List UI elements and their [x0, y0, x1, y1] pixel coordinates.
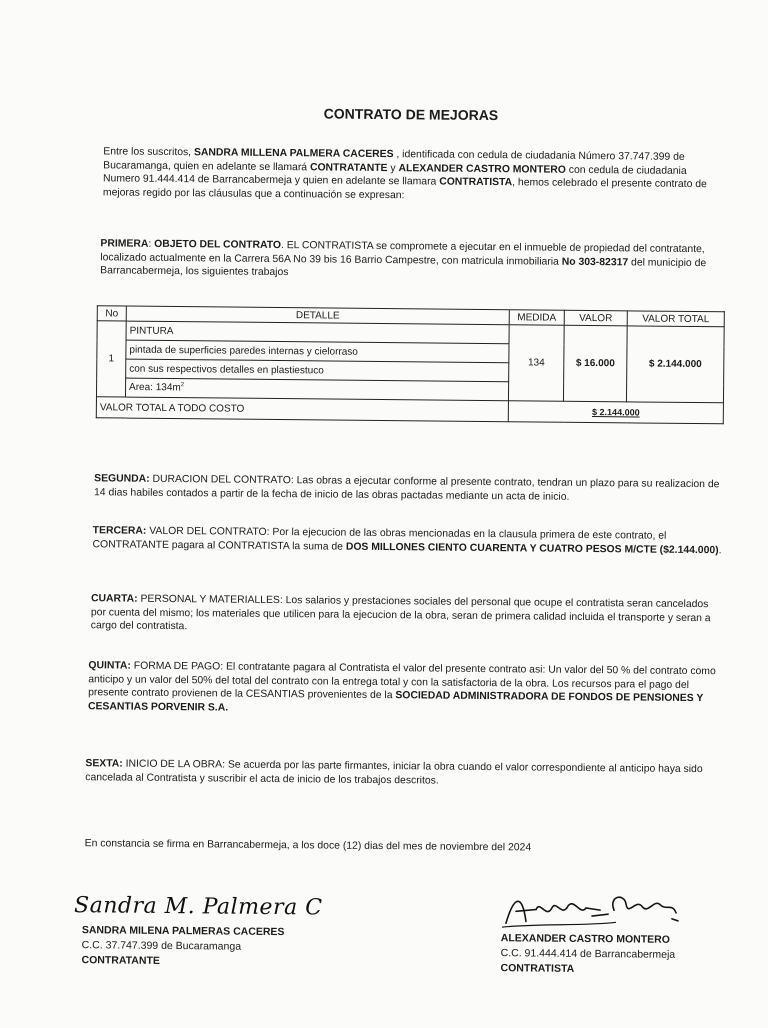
header-no: No: [97, 306, 126, 321]
clause-segunda: [94, 472, 724, 505]
row-valor-total: $ 2.144.000: [626, 326, 724, 403]
clause-tercera: [92, 524, 722, 557]
contratante-signature: Sandra M. Palmera C: [73, 893, 323, 921]
clause-text: FORMA DE PAGO: El contratante pagara al Contratista el valor del presente contrato asi: Un valor del 50 % del contrato como anticipo y un valor del 50% del total del contrato con la entrega total y con la satisfactoria de la obra. Los recursos para el pago del presente contrato provienen de la CESANTIAS provenientes de la: [88, 660, 716, 702]
clause-sexta: [85, 757, 719, 790]
clause-heading: CUARTA:: [90, 593, 138, 605]
clause-primera: [100, 237, 722, 283]
detail-item: PINTURA: [126, 321, 509, 344]
contratista-sign-role: CONTRATISTA: [500, 962, 575, 975]
clause-heading: QUINTA:: [88, 660, 131, 672]
area-value: : 134m: [150, 382, 181, 394]
row-number: 1: [96, 321, 126, 397]
clause-text: del municipio de Barrancabermeja, los siguientes trabajos: [100, 256, 707, 279]
clause-text: .: [718, 544, 722, 556]
clause-text: :: [148, 238, 155, 250]
contratante-name: SANDRA MILLENA PALMERA CACERES: [193, 147, 394, 161]
row-valor: $ 16.000: [563, 325, 627, 402]
clause-text: PERSONAL Y MATERIALLES: Los salarios y prestaciones sociales del personal que ocupe el contratista seran cancelados por cuenta del mismo; los materiales que utilicen para la ejecucion de la obra, seran de primera calidad incluida el transporte y seran a cargo del contratista.: [90, 593, 711, 633]
contratante-sign-name: SANDRA MILENA PALMERAS CACERES: [81, 924, 285, 939]
header-valor-total: VALOR TOTAL: [627, 311, 724, 327]
intro-paragraph: [103, 145, 723, 205]
clause-text: . EL CONTRATISTA se compromete a ejecutar en el inmueble de propiedad del contratante, localizado actualmente en la Carrera 56A No 39 bis 16 Barrio Campestre, con matricula inmobiliaria: [100, 240, 705, 268]
document-title: CONTRATO DE MEJORAS: [323, 105, 499, 124]
area-label: Area: [129, 382, 151, 394]
detail-item: pintada de superficies paredes internas y cielorraso: [126, 340, 509, 363]
total-value-cell: [508, 401, 723, 424]
clause-quinta: [88, 659, 720, 719]
header-detalle: DETALLE: [126, 306, 509, 325]
contratista-signature-block: [500, 931, 675, 978]
signing-statement: En constancia se firma en Barrancabermeja, a los doce (12) dias del mes de noviembre del 2024: [84, 838, 532, 854]
header-valor: VALOR: [564, 310, 627, 326]
clause-text: INICIO DE LA OBRA: Se acuerda por las parte firmantes, iniciar la obra cuando el valor correspondiente al anticipo haya sido cancelada al Contratista y suscribir el acta de inicio de los trabajos descritos.: [85, 758, 703, 787]
intro-text: con cedula de ciudadania Numero 91.444.414 de Barrancabermeja y quien en adelante se llamara: [103, 164, 687, 188]
intro-text: , hemos celebrado el presente contrato de mejoras regido por las cláusulas que a continuación se expresan:: [102, 177, 707, 201]
total-value: $ 2.144.000: [592, 406, 640, 417]
detail-item: con sus respectivos detalles en plastiestuco: [126, 359, 509, 382]
fund-name: SOCIEDAD ADMINISTRADORA DE FONDOS DE PENSIONES Y CESANTIAS PORVENIR S.A.: [87, 690, 704, 714]
clause-heading: PRIMERA: [100, 238, 149, 250]
contratante-label: CONTRATANTE: [309, 161, 388, 174]
header-medida: MEDIDA: [509, 310, 564, 326]
area-superscript: 2: [180, 382, 185, 389]
clause-heading: SEXTA:: [85, 758, 123, 770]
clause-text: VALOR DEL CONTRATO: Por la ejecucion de las obras mencionadas en la clausula primera de este contrato, el CONTRATANTE pagara al CONTRATISTA la suma de: [92, 525, 667, 553]
clause-heading: SEGUNDA:: [94, 473, 150, 485]
contratista-signature: [496, 885, 696, 937]
clause-text: DURACION DEL CONTRATO: Las obras a ejecutar conforme al presente contrato, tendran un plazo para su realizacion de 14 dias habiles contados a partir de la fecha de inicio de las obras pactadas mediante un acta de inicio.: [94, 473, 720, 503]
contratista-sign-name: ALEXANDER CASTRO MONTERO: [500, 932, 671, 946]
contratista-sign-id: C.C. 91.444.414 de Barrancabermeja: [500, 947, 676, 961]
amount-words: DOS MILLONES CIENTO CUARENTA Y CUATRO PESOS M/CTE ($2.144.000): [345, 541, 719, 556]
row-medida: 134: [508, 325, 564, 402]
clause-cuarta: [91, 592, 721, 639]
intro-text: Entre los suscritos,: [103, 146, 195, 159]
contratista-label: CONTRATISTA: [439, 176, 513, 189]
clause-subheading: OBJETO DEL CONTRATO: [154, 238, 282, 252]
matricula-number: No 303-82317: [561, 256, 629, 268]
intro-text: , identificada con cedula de ciudadania Número 37.747.399 de Bucaramanga, quien en adelante se llamará: [103, 149, 685, 173]
intro-text: y: [387, 162, 399, 174]
clause-heading: TERCERA:: [92, 525, 147, 537]
contratista-name: ALEXANDER CASTRO MONTERO: [398, 162, 566, 176]
contratante-sign-id: C.C. 37.747.399 de Bucaramanga: [81, 939, 242, 953]
contratante-sign-role: CONTRATANTE: [81, 954, 160, 967]
contratante-signature-block: [81, 923, 284, 970]
works-table: [96, 305, 725, 424]
total-label: VALOR TOTAL A TODO COSTO: [96, 397, 508, 422]
